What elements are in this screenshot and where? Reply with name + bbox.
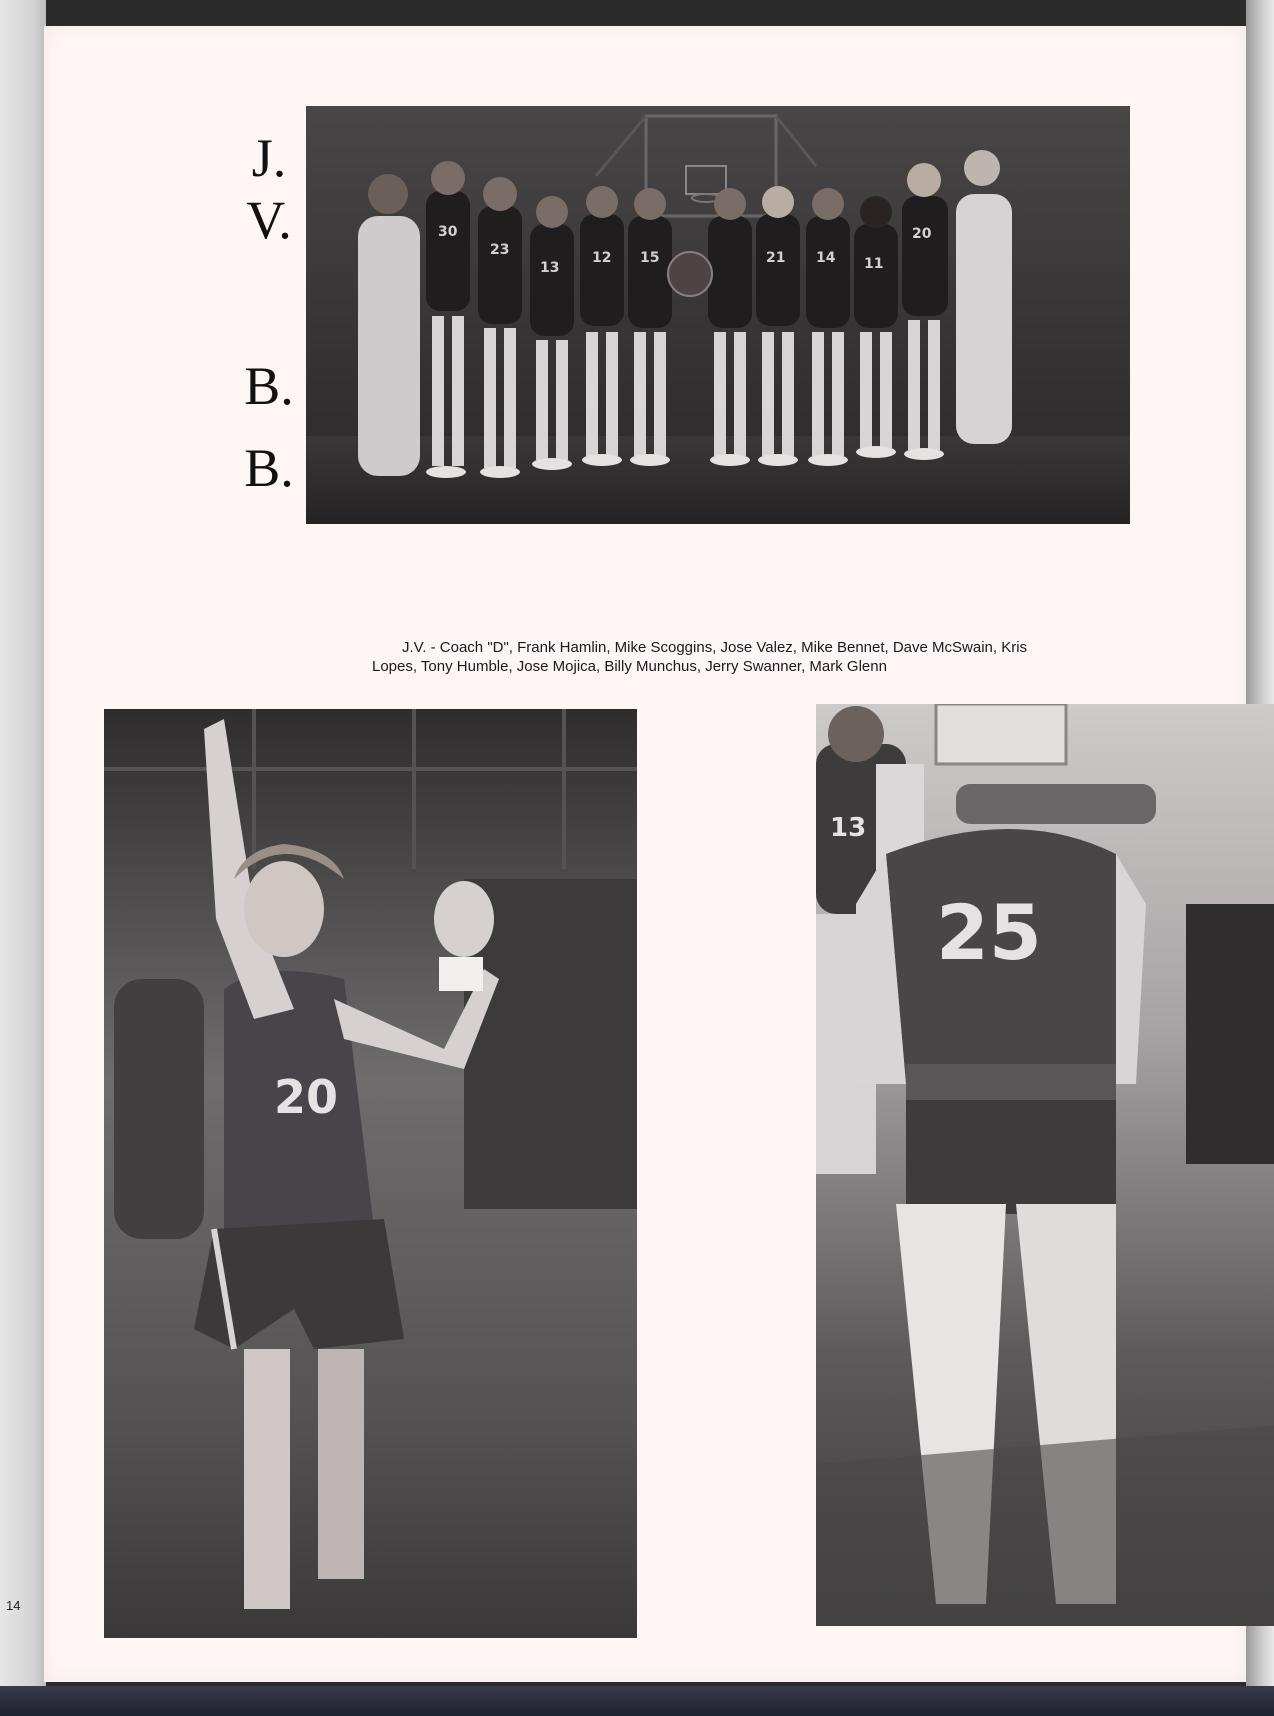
yearbook-page [44, 26, 1246, 1682]
team-jersey-30: 30 [438, 224, 458, 240]
team-photo [306, 106, 1130, 524]
team-jersey-23: 23 [490, 242, 510, 258]
team-jersey-11: 11 [864, 256, 884, 272]
action-photo-right [816, 704, 1274, 1626]
page-number: 14 [6, 1598, 21, 1613]
team-jersey-12: 12 [592, 250, 612, 266]
heading-letter-b2: B. [244, 438, 294, 498]
team-jersey-20: 20 [912, 226, 932, 242]
team-jersey-14: 14 [816, 250, 836, 266]
scan-left-edge [0, 0, 46, 1716]
left-jersey-number: 20 [274, 1070, 339, 1124]
team-jersey-15: 15 [640, 250, 660, 266]
team-jersey-13: 13 [540, 260, 560, 276]
heading-letter-b1: B. [244, 356, 294, 416]
team-jersey-21: 21 [766, 250, 786, 266]
heading-letter-v: V. [246, 190, 292, 250]
action-photo-right-image [816, 704, 1274, 1626]
action-photo-left-image [104, 709, 637, 1638]
heading-letter-j: J. [251, 128, 287, 188]
right-back-jersey-number: 25 [936, 888, 1042, 977]
team-caption: J.V. - Coach "D", Frank Hamlin, Mike Scoggins, Jose Valez, Mike Bennet, Dave McSwain, Kris Lopes, Tony Humble, Jose Mojica, Billy Munchus, Jerry Swanner, Mark Glenn [372, 639, 1028, 675]
right-side-jersey-number: 13 [830, 813, 867, 843]
team-photo-image [306, 106, 1130, 524]
scan-bottom-edge [0, 1686, 1274, 1716]
action-photo-left [104, 709, 637, 1638]
